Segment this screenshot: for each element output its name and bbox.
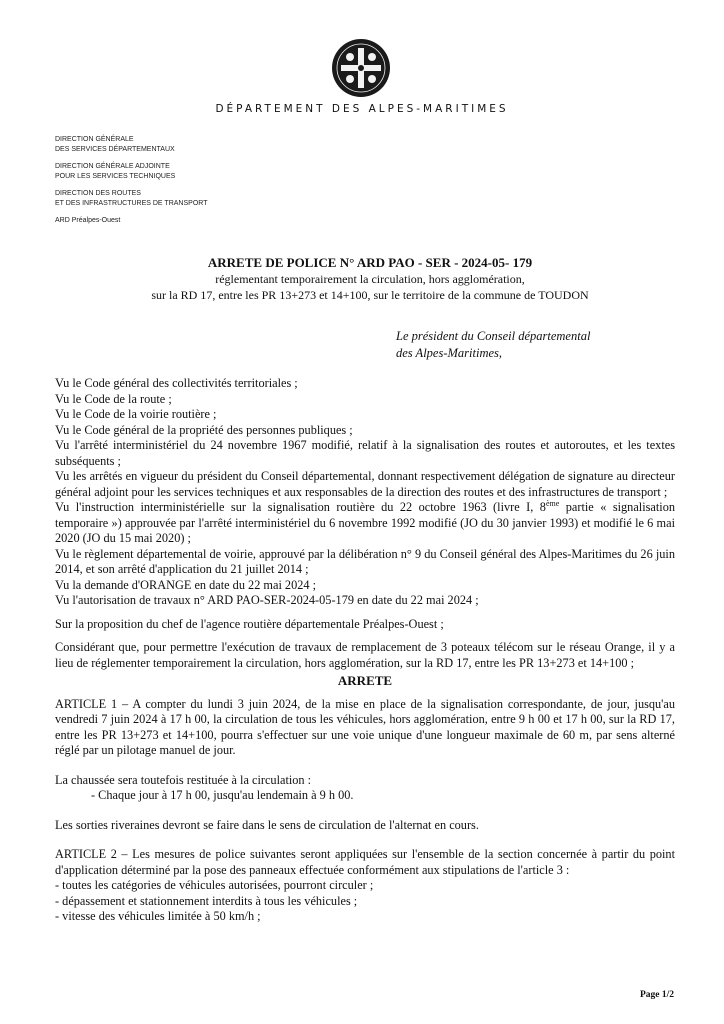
decree-body	[55, 376, 675, 925]
decree-title	[90, 254, 650, 303]
vu-clause	[55, 500, 675, 547]
article-2: ARTICLE 2 – Les mesures de police suivantes seront appliquées sur l'ensemble de la section concernée à partir du point d'application déterminé par la pose des panneaux effectuée conformément aux stipulations de l'article 3 :	[55, 847, 675, 877]
proposition-clause: Sur la proposition du chef de l'agence routière départementale Préalpes-Ouest ;	[55, 616, 444, 631]
vu-clause: Vu l'autorisation de travaux n° ARD PAO-SER-2024-05-179 en date du 22 mai 2024 ;	[55, 593, 479, 607]
service-block	[55, 162, 375, 181]
considerant-clause: Considérant que, pour permettre l'exécution de travaux de remplacement de 3 poteaux télécom sur le réseau Orange, il y a lieu de réglementer temporairement la circulation, hors agglomération, sur la RD 17, entre les PR 13+273 et 14+100 ;	[55, 640, 675, 670]
vu-clause: Vu le Code de la voirie routière ;	[55, 407, 217, 421]
decree-subtitle: sur la RD 17, entre les PR 13+273 et 14+100, sur le territoire de la commune de TOUDON	[151, 288, 589, 302]
arrete-heading: ARRETE	[337, 673, 393, 688]
vu-clause: Vu le règlement départemental de voirie, approuvé par la délibération n° 9 du Conseil général des Alpes-Maritimes du 26 juin 2014, et son arrêté d'application du 21 juillet 2014 ;	[55, 546, 675, 576]
service-line: DIRECTION GÉNÉRALE ADJOINTE	[55, 163, 170, 170]
page-number: Page 1/2	[639, 990, 674, 1000]
sorties-text: Les sorties riveraines devront se faire dans le sens de circulation de l'alternat en cours.	[55, 817, 479, 832]
vu-clause: Vu le Code général de la propriété des personnes publiques ;	[55, 422, 353, 437]
ard-label: ARD Préalpes-Ouest	[55, 217, 121, 224]
vu-clause: Vu l'arrêté interministériel du 24 novembre 1967 modifié, relatif à la signalisation des routes et autoroutes, et les textes subséquents ;	[55, 438, 675, 468]
service-line: DIRECTION DES ROUTES	[55, 190, 141, 197]
decree-number: ARRETE DE POLICE N° ARD PAO - SER - 2024-05- 179	[207, 255, 533, 270]
article-2-item: - dépassement et stationnement interdits à tous les véhicules ;	[55, 893, 358, 908]
departmental-coat-of-arms-icon	[331, 38, 391, 98]
president-line: Le président du Conseil départemental	[396, 329, 591, 343]
vu-clause: Vu le Code général des collectivités territoriales ;	[55, 376, 298, 390]
decree-subtitle: réglementant temporairement la circulation, hors agglomération,	[215, 272, 525, 286]
article-1: ARTICLE 1 – A compter du lundi 3 juin 2024, de la mise en place de la signalisation correspondante, de jour, jusqu'au vendredi 7 juin 2024 à 17 h 00, la circulation de tous les véhicules, hors agglomération, entre 9 h 00 et 17 h 00, sur la RD 17, entre les PR 13+273 et 14+100, pourra s'effectuer sur une voie unique d'une longueur maximale de 60 m, par sens alterné réglé par un pilotage manuel de jour.	[55, 696, 675, 757]
president-signatory	[396, 328, 686, 362]
issuing-services	[55, 135, 375, 226]
service-line: POUR LES SERVICES TECHNIQUES	[55, 172, 176, 180]
service-block	[55, 135, 375, 154]
service-line: DIRECTION GÉNÉRALE	[55, 136, 134, 143]
vu-clause: Vu la demande d'ORANGE en date du 22 mai 2024 ;	[55, 577, 317, 592]
service-block	[55, 189, 375, 208]
restitution-item: - Chaque jour à 17 h 00, jusqu'au lendemain à 9 h 00.	[91, 788, 354, 802]
service-line: ET DES INFRASTRUCTURES DE TRANSPORT	[55, 199, 208, 207]
vu-clause-part: Vu l'instruction interministérielle sur la signalisation routière du 22 octobre 1963 (livre I, 8	[55, 500, 546, 514]
department-name: DÉPARTEMENT DES ALPES-MARITIMES	[215, 103, 509, 115]
vu-clause: Vu les arrêtés en vigueur du président du Conseil départemental, donnant respectivement délégation de signature au directeur général adjoint pour les services techniques et aux responsables de la direction des routes et des infrastructures de transport ;	[55, 469, 675, 499]
superscript: ème	[545, 498, 560, 508]
vu-clause-part: partie « signalisation temporaire ») approuvée par l'arrêté interministériel du 6 novembre 1992 modifié (JO du 30 janvier 1993) et modifié le 6 mai 2020 (JO du 15 mai 2020) ;	[55, 500, 675, 545]
article-2-item: - toutes les catégories de véhicules autorisées, pourront circuler ;	[55, 878, 374, 892]
restitution-text: La chaussée sera toutefois restituée à la circulation :	[55, 772, 312, 787]
article-2-item: - vitesse des véhicules limitée à 50 km/h ;	[55, 909, 261, 923]
president-line: des Alpes-Maritimes,	[396, 346, 503, 360]
vu-clause: Vu le Code de la route ;	[55, 391, 172, 406]
service-line: DES SERVICES DÉPARTEMENTAUX	[55, 145, 175, 153]
